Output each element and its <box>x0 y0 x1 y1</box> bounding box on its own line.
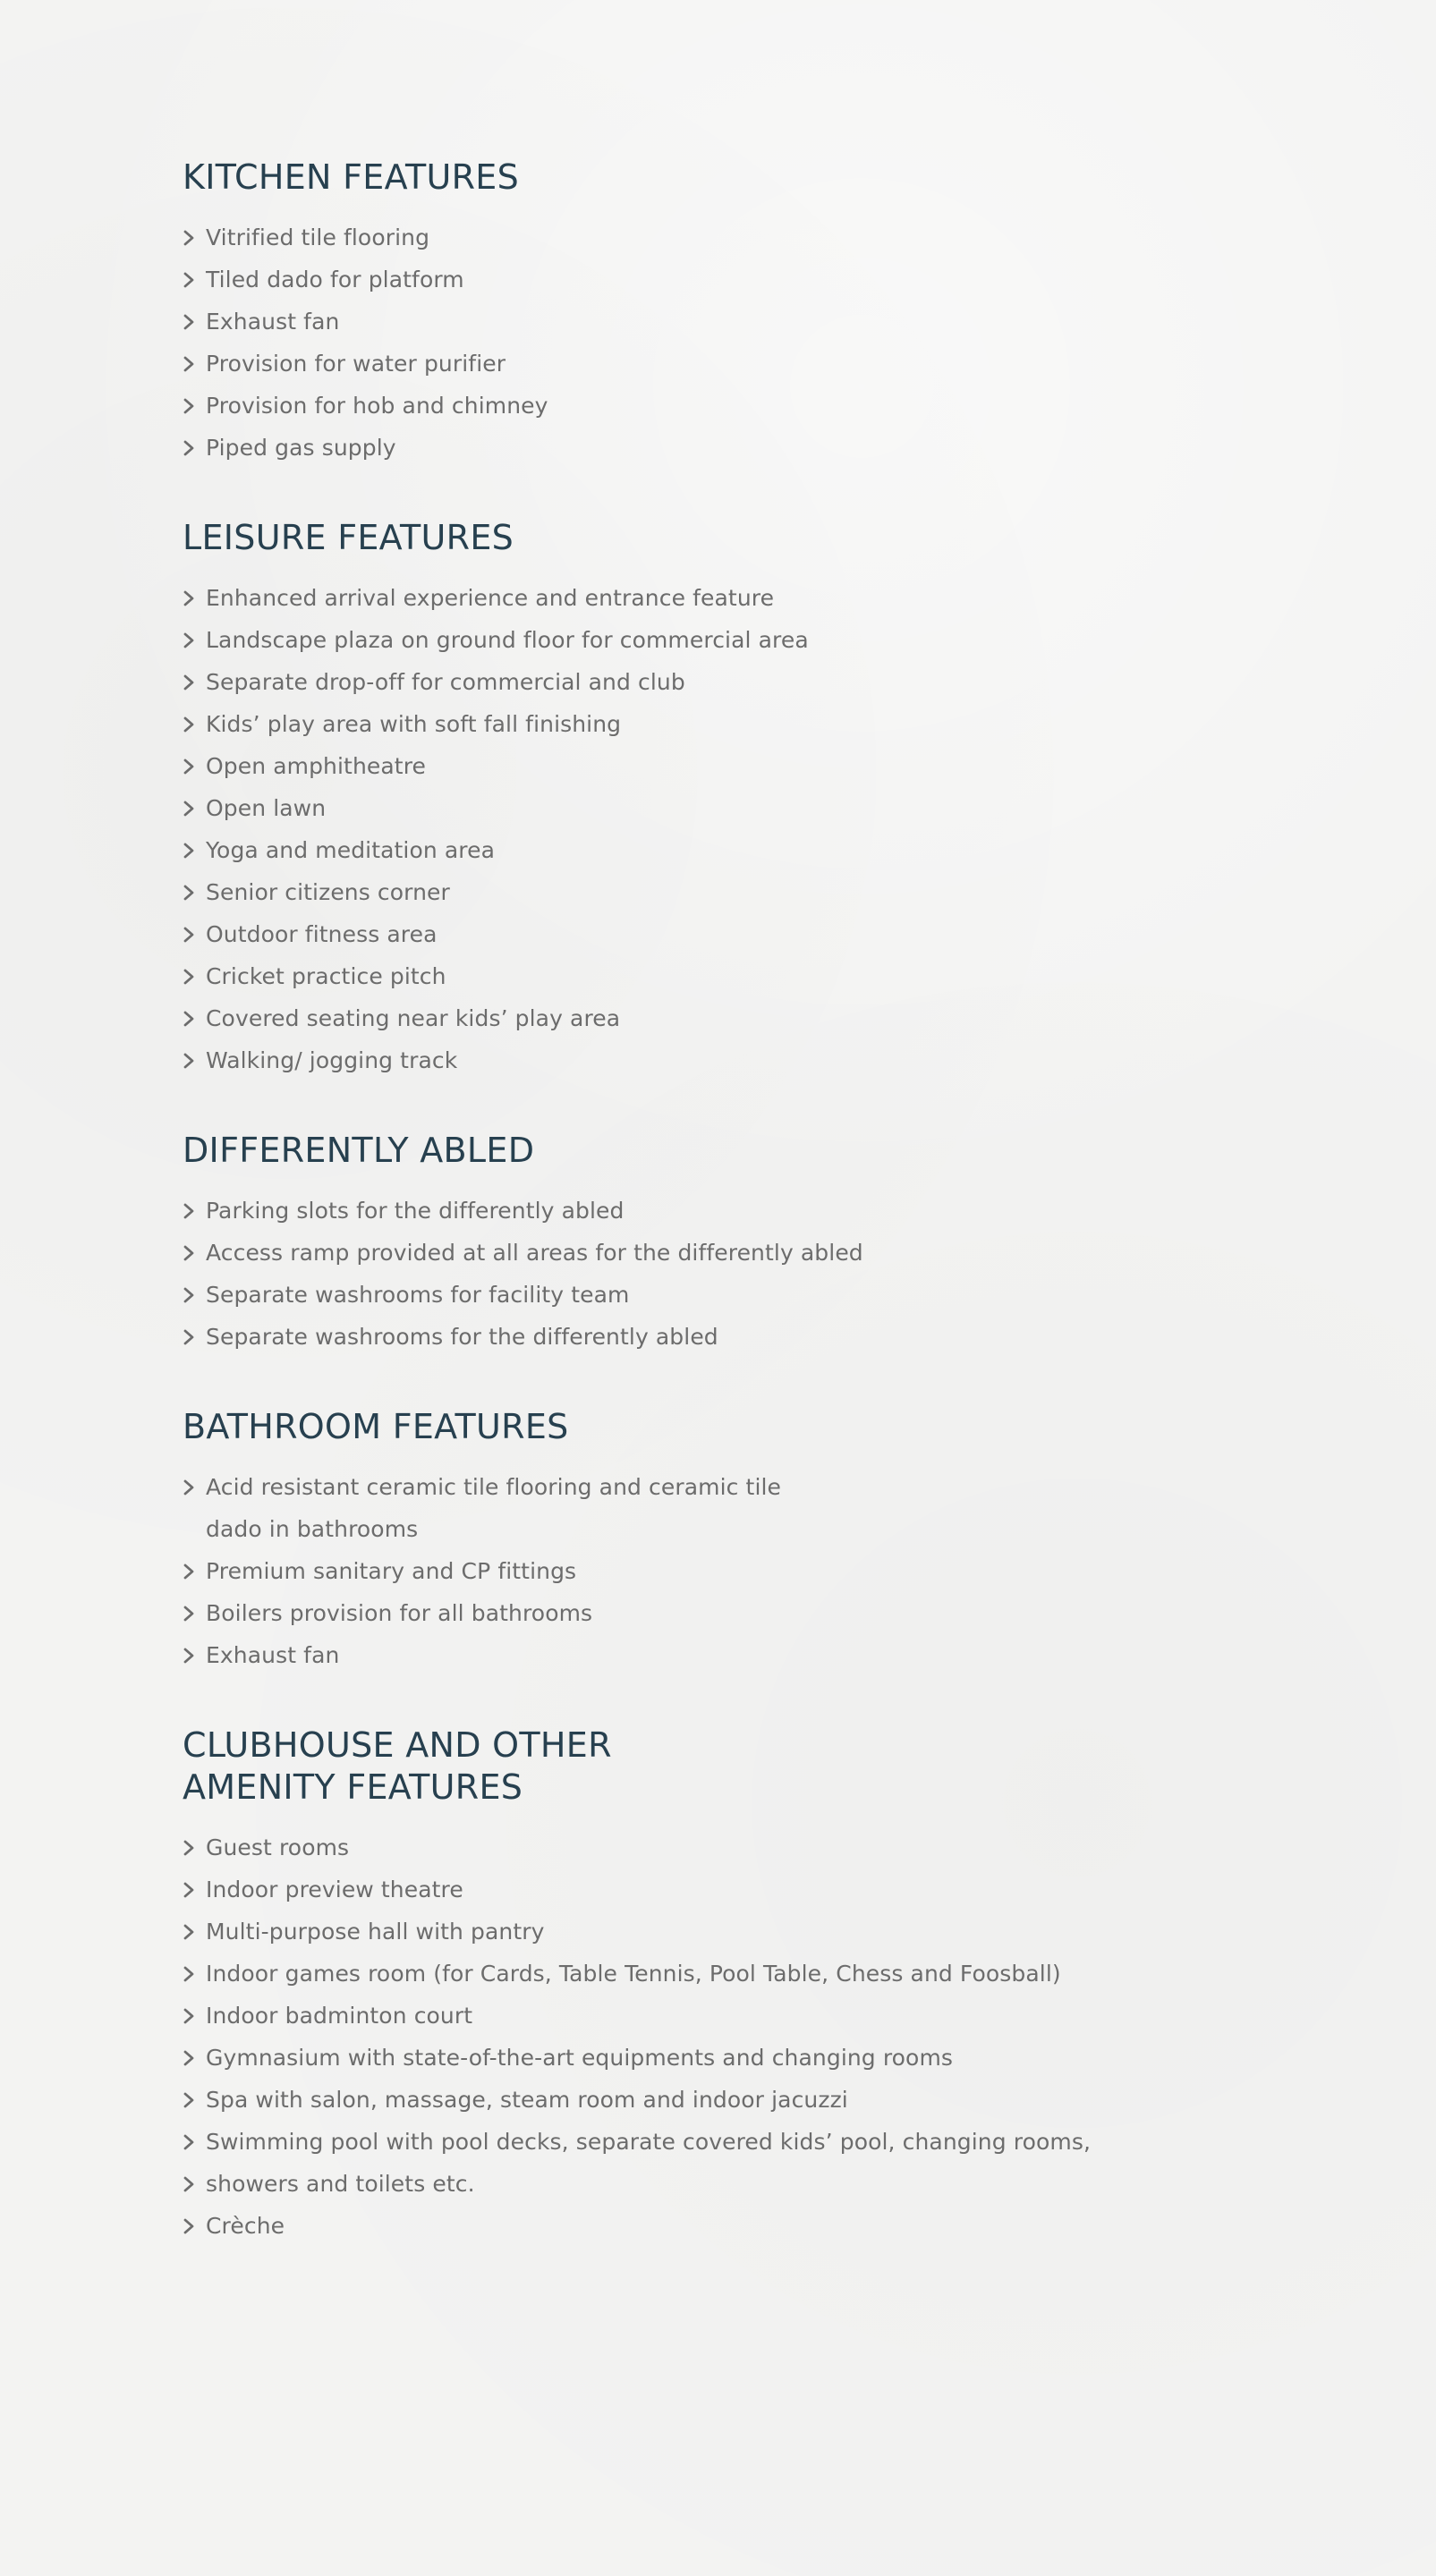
list-item <box>183 2121 1301 2163</box>
list-item <box>183 1466 1301 1550</box>
chevron-right-icon <box>183 2121 206 2163</box>
list-item <box>183 1550 1301 1592</box>
list-item <box>183 216 1301 258</box>
feature-list <box>183 1826 1301 2247</box>
list-item-text: Multi-purpose hall with pantry <box>206 1919 545 1945</box>
list-item <box>183 703 1301 745</box>
chevron-right-icon <box>183 2205 206 2247</box>
list-item-text: Open lawn <box>206 795 327 821</box>
list-item <box>183 829 1301 871</box>
list-item-text: Gymnasium with state-of-the-art equipments and changing rooms <box>206 2045 954 2071</box>
list-item-text: Crèche <box>206 2213 285 2239</box>
chevron-right-icon <box>183 703 206 745</box>
list-item-text: Indoor badminton court <box>206 2003 473 2029</box>
section-title: DIFFERENTLY ABLED <box>183 1131 535 1170</box>
chevron-right-icon <box>183 343 206 385</box>
list-item-text: Covered seating near kids’ play area <box>206 1005 621 1031</box>
list-item-text: Separate washrooms for the differently abled <box>206 1324 718 1350</box>
list-item-text: Acid resistant ceramic tile flooring and ceramic tile dado in bathrooms <box>206 1474 782 1542</box>
list-item-text: Exhaust fan <box>206 1642 340 1668</box>
list-item-text: Swimming pool with pool decks, separate covered kids’ pool, changing rooms, <box>206 2129 1092 2155</box>
section-title: BATHROOM FEATURES <box>183 1407 569 1446</box>
list-item <box>183 1634 1301 1676</box>
list-item <box>183 2037 1301 2079</box>
list-item-text: Indoor preview theatre <box>206 1877 463 1902</box>
chevron-right-icon <box>183 997 206 1039</box>
list-item-text: Guest rooms <box>206 1835 350 1860</box>
list-item-text: Provision for water purifier <box>206 351 506 377</box>
chevron-right-icon <box>183 871 206 913</box>
section-title: KITCHEN FEATURES <box>183 157 520 197</box>
chevron-right-icon <box>183 1232 206 1274</box>
list-item-text: Access ramp provided at all areas for the differently abled <box>206 1240 863 1266</box>
chevron-right-icon <box>183 955 206 997</box>
feature-sheet <box>183 157 1301 2247</box>
chevron-right-icon <box>183 258 206 301</box>
chevron-right-icon <box>183 661 206 703</box>
list-item-text: Separate washrooms for facility team <box>206 1282 630 1308</box>
list-item-text: Enhanced arrival experience and entrance feature <box>206 585 775 611</box>
list-item-text: Indoor games room (for Cards, Table Tennis, Pool Table, Chess and Foosball) <box>206 1961 1061 1987</box>
leisure-features-section <box>183 517 1301 1081</box>
chevron-right-icon <box>183 1634 206 1676</box>
feature-list <box>183 1190 1301 1358</box>
differently-abled-section <box>183 1130 1301 1358</box>
list-item <box>183 955 1301 997</box>
chevron-right-icon <box>183 1316 206 1358</box>
list-item <box>183 2205 1301 2247</box>
chevron-right-icon <box>183 2079 206 2121</box>
chevron-right-icon <box>183 1911 206 1953</box>
list-item <box>183 427 1301 469</box>
chevron-right-icon <box>183 1274 206 1316</box>
chevron-right-icon <box>183 913 206 955</box>
chevron-right-icon <box>183 619 206 661</box>
feature-list <box>183 577 1301 1081</box>
list-item <box>183 913 1301 955</box>
chevron-right-icon <box>183 427 206 469</box>
list-item-text: Provision for hob and chimney <box>206 393 548 419</box>
chevron-right-icon <box>183 745 206 787</box>
list-item <box>183 1274 1301 1316</box>
chevron-right-icon <box>183 1868 206 1911</box>
list-item-text: Exhaust fan <box>206 309 340 335</box>
list-item-text: Open amphitheatre <box>206 753 427 779</box>
list-item <box>183 1592 1301 1634</box>
list-item-text: Senior citizens corner <box>206 879 450 905</box>
section-title: CLUBHOUSE AND OTHER AMENITY FEATURES <box>183 1725 612 1807</box>
list-item <box>183 1953 1301 1995</box>
list-item-text: showers and toilets etc. <box>206 2171 475 2197</box>
chevron-right-icon <box>183 829 206 871</box>
list-item <box>183 1826 1301 1868</box>
clubhouse-amenity-features-section <box>183 1724 1301 2247</box>
list-item <box>183 619 1301 661</box>
chevron-right-icon <box>183 1826 206 1868</box>
list-item-text: Boilers provision for all bathrooms <box>206 1600 593 1626</box>
chevron-right-icon <box>183 2163 206 2205</box>
chevron-right-icon <box>183 1995 206 2037</box>
list-item <box>183 301 1301 343</box>
list-item <box>183 1911 1301 1953</box>
chevron-right-icon <box>183 1953 206 1995</box>
kitchen-features-section <box>183 157 1301 469</box>
chevron-right-icon <box>183 1550 206 1592</box>
list-item-text: Yoga and meditation area <box>206 837 496 863</box>
list-item-text: Piped gas supply <box>206 435 396 461</box>
list-item <box>183 1190 1301 1232</box>
list-item-text: Kids’ play area with soft fall finishing <box>206 711 622 737</box>
chevron-right-icon <box>183 216 206 258</box>
list-item-text: Vitrified tile flooring <box>206 225 430 250</box>
feature-list <box>183 1466 1301 1676</box>
list-item <box>183 577 1301 619</box>
list-item <box>183 385 1301 427</box>
list-item <box>183 2079 1301 2121</box>
chevron-right-icon <box>183 1592 206 1634</box>
chevron-right-icon <box>183 577 206 619</box>
list-item <box>183 661 1301 703</box>
chevron-right-icon <box>183 1190 206 1232</box>
chevron-right-icon <box>183 1039 206 1081</box>
list-item <box>183 2163 1301 2205</box>
list-item <box>183 745 1301 787</box>
feature-list <box>183 216 1301 469</box>
section-title: LEISURE FEATURES <box>183 518 514 557</box>
list-item <box>183 1868 1301 1911</box>
list-item <box>183 1995 1301 2037</box>
chevron-right-icon <box>183 385 206 427</box>
list-item <box>183 258 1301 301</box>
list-item <box>183 1039 1301 1081</box>
list-item <box>183 1232 1301 1274</box>
list-item <box>183 871 1301 913</box>
list-item <box>183 1316 1301 1358</box>
chevron-right-icon <box>183 2037 206 2079</box>
list-item-text: Cricket practice pitch <box>206 963 446 989</box>
list-item-text: Separate drop-off for commercial and club <box>206 669 685 695</box>
chevron-right-icon <box>183 787 206 829</box>
list-item-text: Tiled dado for platform <box>206 267 464 292</box>
list-item-text: Premium sanitary and CP fittings <box>206 1558 577 1584</box>
chevron-right-icon <box>183 301 206 343</box>
list-item <box>183 997 1301 1039</box>
list-item <box>183 787 1301 829</box>
list-item-text: Outdoor fitness area <box>206 921 438 947</box>
list-item-text: Spa with salon, massage, steam room and indoor jacuzzi <box>206 2087 848 2113</box>
chevron-right-icon <box>183 1466 206 1508</box>
list-item-text: Walking/ jogging track <box>206 1047 458 1073</box>
list-item-text: Parking slots for the differently abled <box>206 1198 625 1224</box>
bathroom-features-section <box>183 1406 1301 1676</box>
list-item <box>183 343 1301 385</box>
list-item-text: Landscape plaza on ground floor for commercial area <box>206 627 809 653</box>
